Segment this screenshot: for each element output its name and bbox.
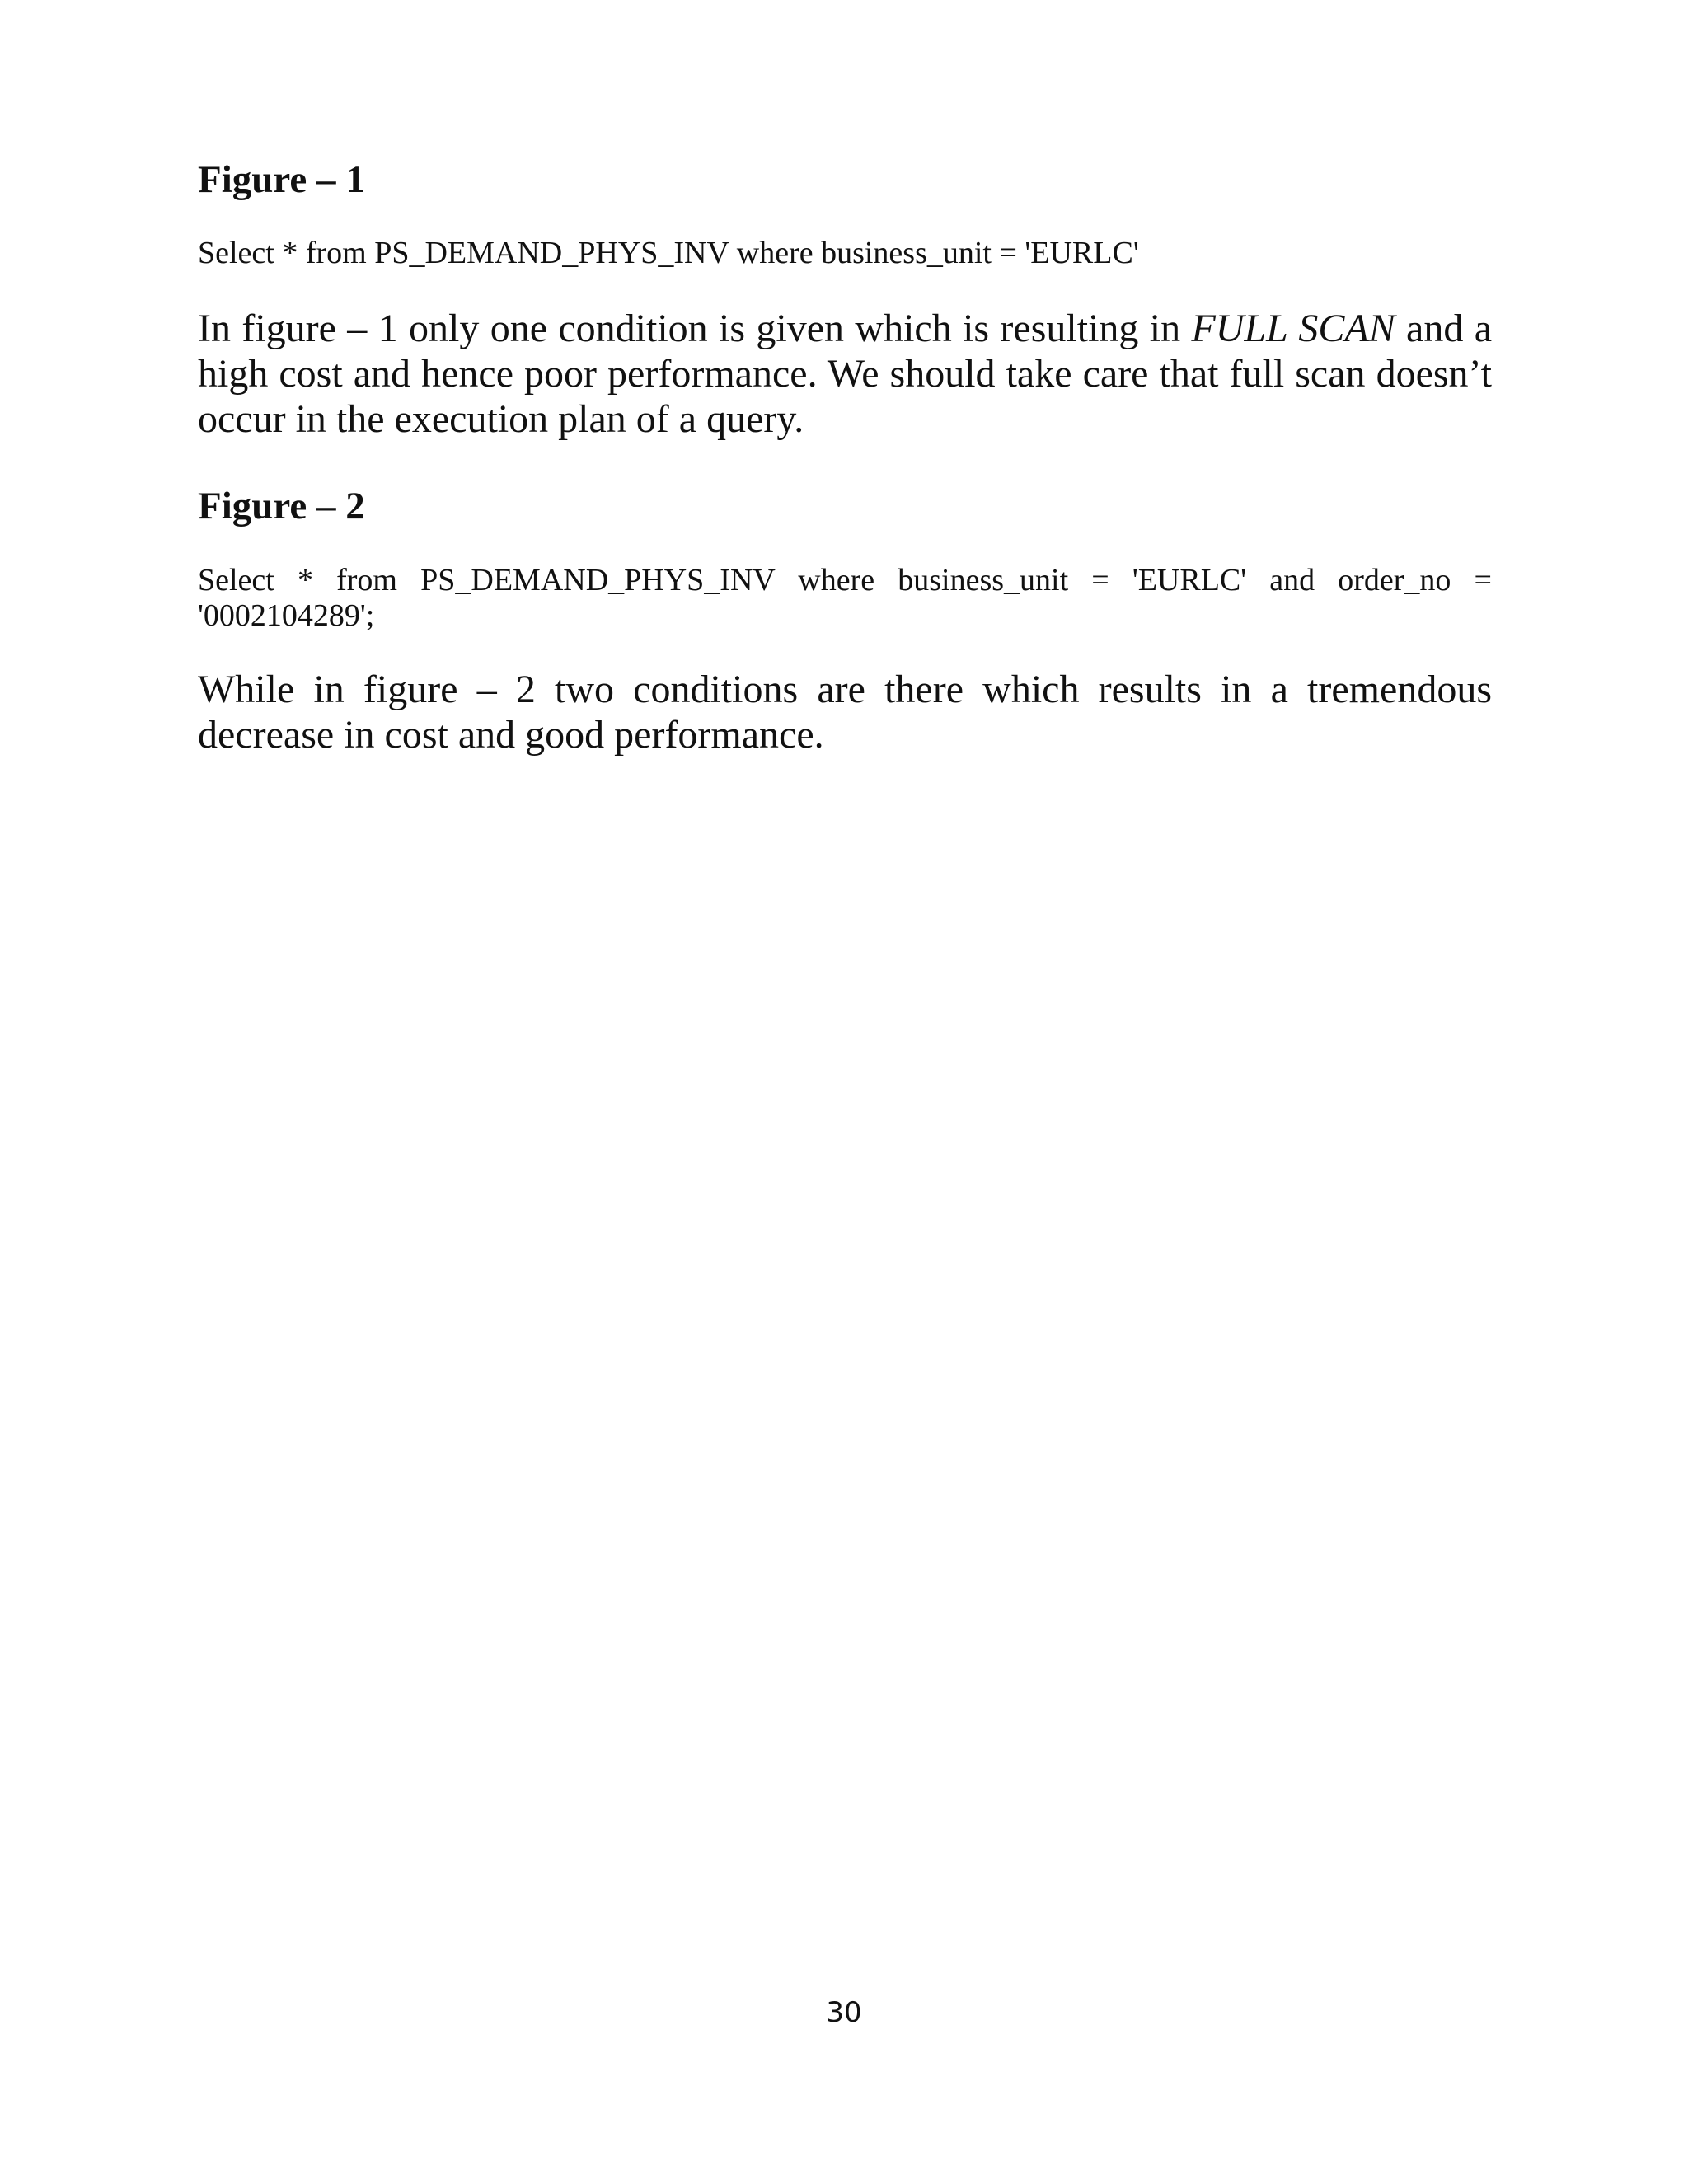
figure-1-query: Select * from PS_DEMAND_PHYS_INV where business_unit = 'EURLC' (198, 236, 1139, 271)
figure-1-text-before: In figure – 1 only one condition is given which is resulting in (198, 307, 1192, 351)
figure-1-heading: Figure – 1 (198, 158, 365, 201)
figure-1-explanation (198, 307, 1492, 442)
document-page (198, 157, 1492, 757)
full-scan-emphasis: FULL SCAN (1191, 307, 1395, 351)
page-number: 30 (826, 1996, 862, 2029)
figure-2-query: Select * from PS_DEMAND_PHYS_INV where business_unit = 'EURLC' and order_no = '0002104289'; (198, 562, 1492, 634)
figure-2-heading: Figure – 2 (198, 485, 365, 528)
figure-1-text-after: and a high cost and hence poor performance. We should take care that full scan doesn’t occur in the execution plan of a query. (198, 307, 1493, 441)
figure-2-explanation: While in figure – 2 two conditions are there which results in a tremendous decrease in cost and good performance. (198, 668, 1492, 757)
